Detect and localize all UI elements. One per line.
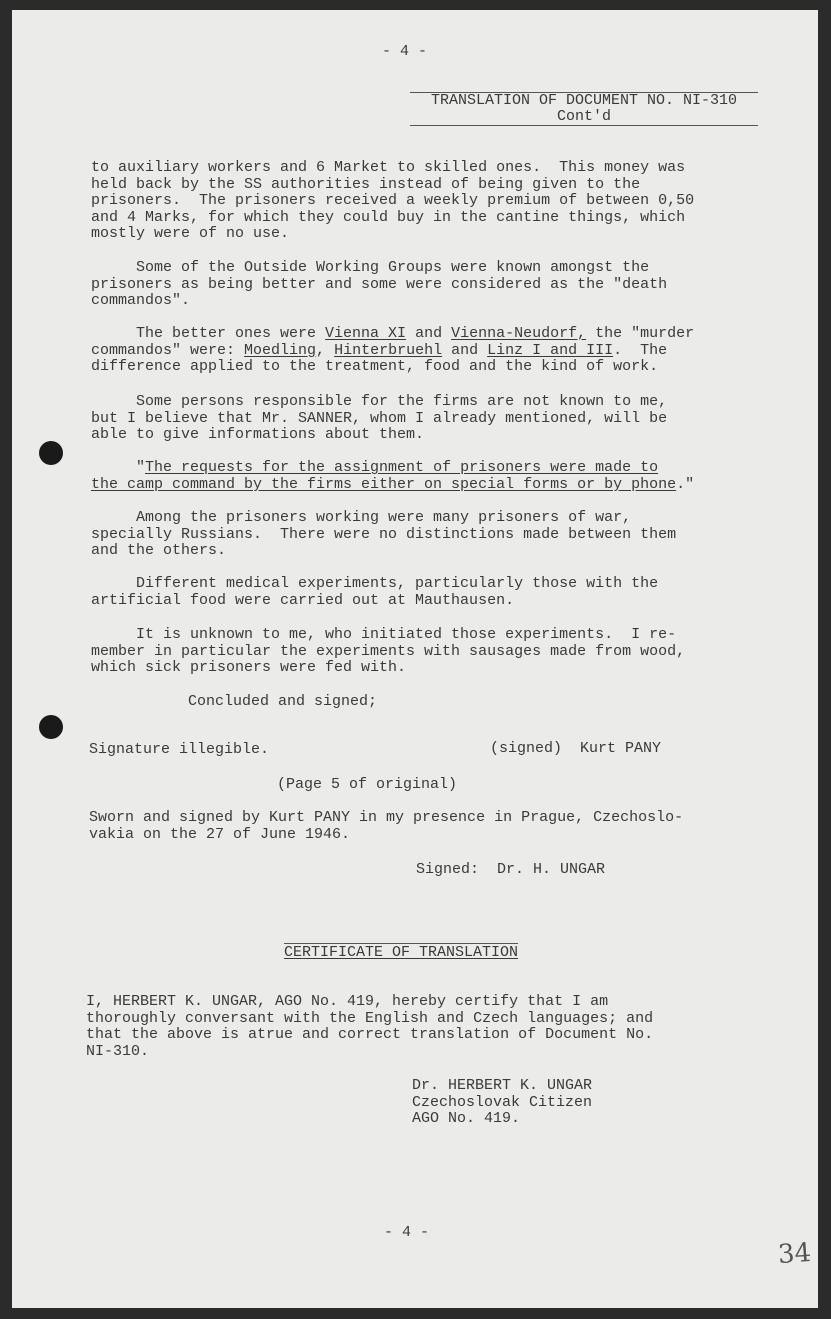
text-line: commandos". xyxy=(91,292,191,309)
paragraph-7 xyxy=(91,576,771,609)
header-title: TRANSLATION OF DOCUMENT NO. NI-310 xyxy=(430,92,738,109)
certificate-title: CERTIFICATE OF TRANSLATION xyxy=(284,944,519,961)
text-line xyxy=(91,477,771,494)
text-line: specially Russians. There were no distinctions made between them xyxy=(91,525,677,543)
text-line: It is unknown to me, who initiated those experiments. I re- xyxy=(91,626,677,643)
underlined-place: Moedling xyxy=(244,341,317,359)
signature-left: Signature illegible. xyxy=(89,741,270,758)
text-segment: ." xyxy=(676,475,695,493)
text-line: Among the prisoners working were many prisoners of war, xyxy=(91,509,632,526)
text-line: Czechoslovak Citizen xyxy=(412,1093,593,1111)
underlined-place: Hinterbruehl xyxy=(334,341,443,359)
text-line: that the above is atrue and correct translation of Document No. xyxy=(86,1026,654,1043)
text-segment: the "murder xyxy=(586,325,695,342)
text-segment: , xyxy=(316,341,335,359)
text-line: Different medical experiments, particularly those with the xyxy=(91,575,659,592)
text-line: thoroughly conversant with the English and Czech languages; and xyxy=(86,1009,654,1027)
page-of-original: (Page 5 of original) xyxy=(277,776,458,793)
text-line: mostly were of no use. xyxy=(91,225,290,242)
text-line: NI-310. xyxy=(86,1042,150,1060)
text-line: prisoners as being better and some were considered as the "death xyxy=(91,275,668,293)
text-segment: The better ones were xyxy=(91,325,326,342)
handwritten-page-number: 34 xyxy=(776,1237,813,1271)
sworn-statement xyxy=(89,810,769,843)
text-line: artificial food were carried out at Mauthausen. xyxy=(91,591,515,609)
underlined-place: Vienna-Neudorf, xyxy=(451,325,587,342)
text-line: to auxiliary workers and 6 Market to skilled ones. This money was xyxy=(91,159,686,176)
text-line: and the others. xyxy=(91,542,227,559)
paragraph-2 xyxy=(91,260,771,310)
certificate-body xyxy=(86,994,766,1060)
text-line: which sick prisoners were fed with. xyxy=(91,659,407,676)
text-line: Dr. HERBERT K. UNGAR xyxy=(412,1077,593,1094)
punch-hole-top xyxy=(39,441,63,465)
paragraph-1 xyxy=(91,160,771,243)
paragraph-8 xyxy=(91,627,771,677)
text-segment: and xyxy=(442,341,488,359)
text-line: Sworn and signed by Kurt PANY in my presence in Prague, Czechoslo- xyxy=(89,809,684,826)
text-segment: . The xyxy=(613,341,668,359)
underlined-place: Linz I and III xyxy=(487,341,614,359)
underlined-quote: The requests for the assignment of prisoners were made to xyxy=(145,459,659,476)
paragraph-6 xyxy=(91,510,771,560)
text-line: Some of the Outside Working Groups were known amongst the xyxy=(91,259,650,276)
text-line: held back by the SS authorities instead of being given to the xyxy=(91,175,641,193)
text-line: member in particular the experiments with sausages made from wood, xyxy=(91,642,686,660)
concluded-line: Concluded and signed; xyxy=(188,693,378,710)
text-line: AGO No. 419. xyxy=(412,1110,521,1127)
text-line xyxy=(91,343,771,360)
text-segment: " xyxy=(91,459,146,476)
text-line xyxy=(91,326,771,343)
punch-hole-bottom xyxy=(39,715,63,739)
signature-right: (signed) Kurt PANY xyxy=(490,740,662,757)
underlined-quote: the camp command by the firms either on special forms or by phone xyxy=(91,475,677,493)
paragraph-3 xyxy=(91,326,771,376)
text-segment: commandos" were: xyxy=(91,341,245,359)
text-line: prisoners. The prisoners received a weekly premium of between 0,50 xyxy=(91,192,695,209)
paragraph-5 xyxy=(91,460,771,493)
text-line: Some persons responsible for the firms are not known to me, xyxy=(91,393,668,410)
signed-by: Signed: Dr. H. UNGAR xyxy=(416,861,606,878)
text-line: difference applied to the treatment, food and the kind of work. xyxy=(91,358,659,375)
underlined-place: Vienna XI xyxy=(325,325,407,342)
text-line: vakia on the 27 of June 1946. xyxy=(89,825,351,843)
text-line: able to give informations about them. xyxy=(91,426,425,443)
text-line: I, HERBERT K. UNGAR, AGO No. 419, hereby certify that I am xyxy=(86,993,609,1010)
page-number-top: - 4 - xyxy=(382,43,428,60)
text-line: but I believe that Mr. SANNER, whom I already mentioned, will be xyxy=(91,409,668,427)
document-header xyxy=(410,92,758,126)
translator-block xyxy=(412,1078,712,1128)
paragraph-4 xyxy=(91,394,771,444)
header-subtitle: Cont'd xyxy=(556,108,611,125)
text-line: and 4 Marks, for which they could buy in the cantine things, which xyxy=(91,208,686,226)
text-line xyxy=(91,460,771,477)
text-segment: and xyxy=(406,325,452,342)
page-number-bottom: - 4 - xyxy=(384,1224,430,1241)
document-page xyxy=(12,10,818,1308)
